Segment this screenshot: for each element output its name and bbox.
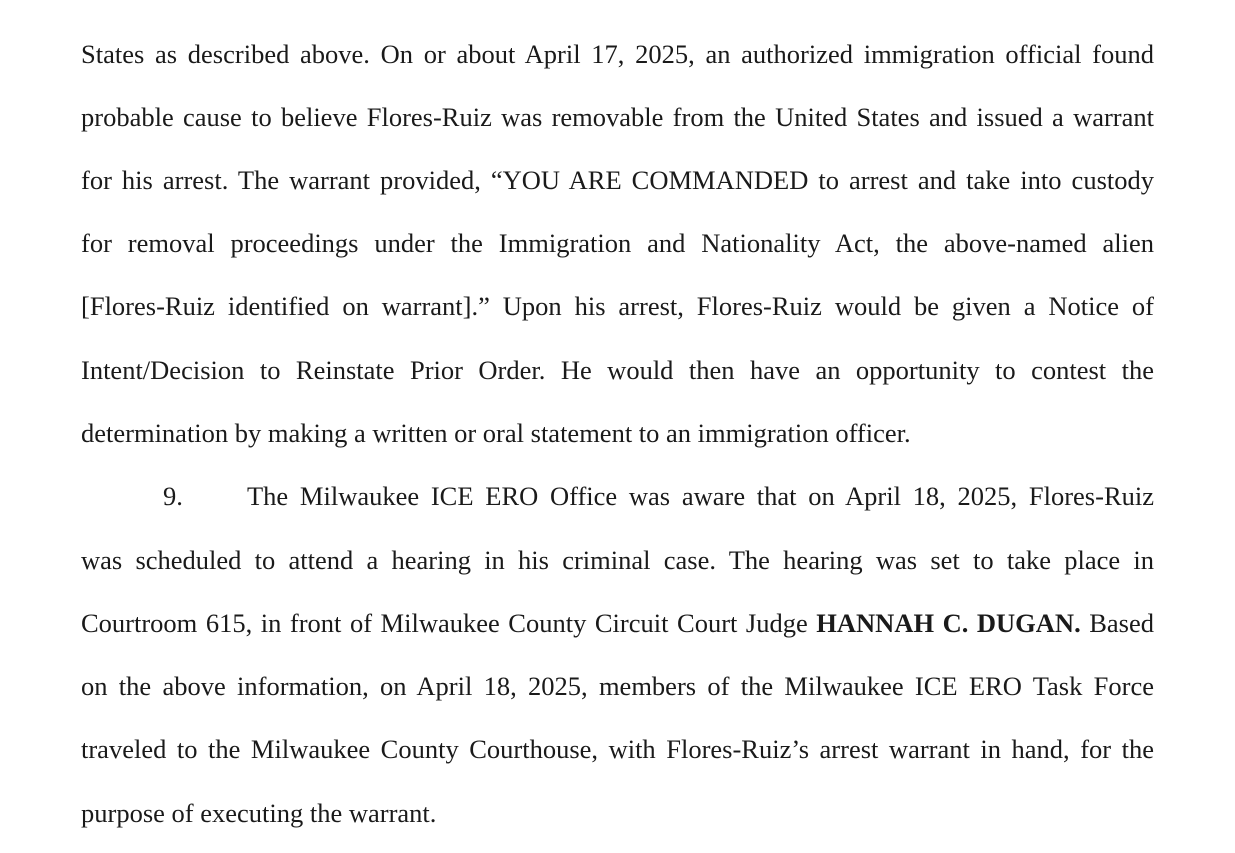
paragraph-8-line-2: probable cause to believe Flores-Ruiz was removable from the United States and issued a warrant [81, 102, 1154, 132]
paragraph-9-line-3 [81, 607, 1154, 639]
paragraph-9-line-3-text: Courtroom 615, in front of Milwaukee County Circuit Court Judge [81, 608, 817, 638]
paragraph-8-line-7: determination by making a written or oral statement to an immigration officer. [81, 418, 911, 448]
paragraph-9-line-6: purpose of executing the warrant. [81, 798, 437, 828]
paragraph-number: 9. [163, 481, 183, 511]
paragraph-8-line-6: Intent/Decision to Reinstate Prior Order. He would then have an opportunity to contest the [81, 355, 1154, 385]
paragraph-8-line-4: for removal proceedings under the Immigration and Nationality Act, the above-named alien [81, 228, 1154, 258]
paragraph-8-line-1: States as described above. On or about April 17, 2025, an authorized immigration official found [81, 39, 1154, 69]
paragraph-9-line-3-tail: Based [1080, 608, 1155, 638]
paragraph-8-line-3: for his arrest. The warrant provided, “YOU ARE COMMANDED to arrest and take into custody [81, 165, 1154, 195]
paragraph-9-line-4: on the above information, on April 18, 2025, members of the Milwaukee ICE ERO Task Force [81, 671, 1154, 701]
paragraph-9-line-1: The Milwaukee ICE ERO Office was aware that on April 18, 2025, Flores-Ruiz [247, 481, 1154, 511]
paragraph-9-line-5: traveled to the Milwaukee County Courthouse, with Flores-Ruiz’s arrest warrant in hand, for the [81, 734, 1154, 764]
paragraph-9-line-2: was scheduled to attend a hearing in his criminal case. The hearing was set to take place in [81, 545, 1154, 575]
judge-name: HANNAH C. DUGAN. [816, 608, 1081, 638]
paragraph-8-line-5: [Flores-Ruiz identified on warrant].” Upon his arrest, Flores-Ruiz would be given a Notice of [81, 291, 1154, 321]
